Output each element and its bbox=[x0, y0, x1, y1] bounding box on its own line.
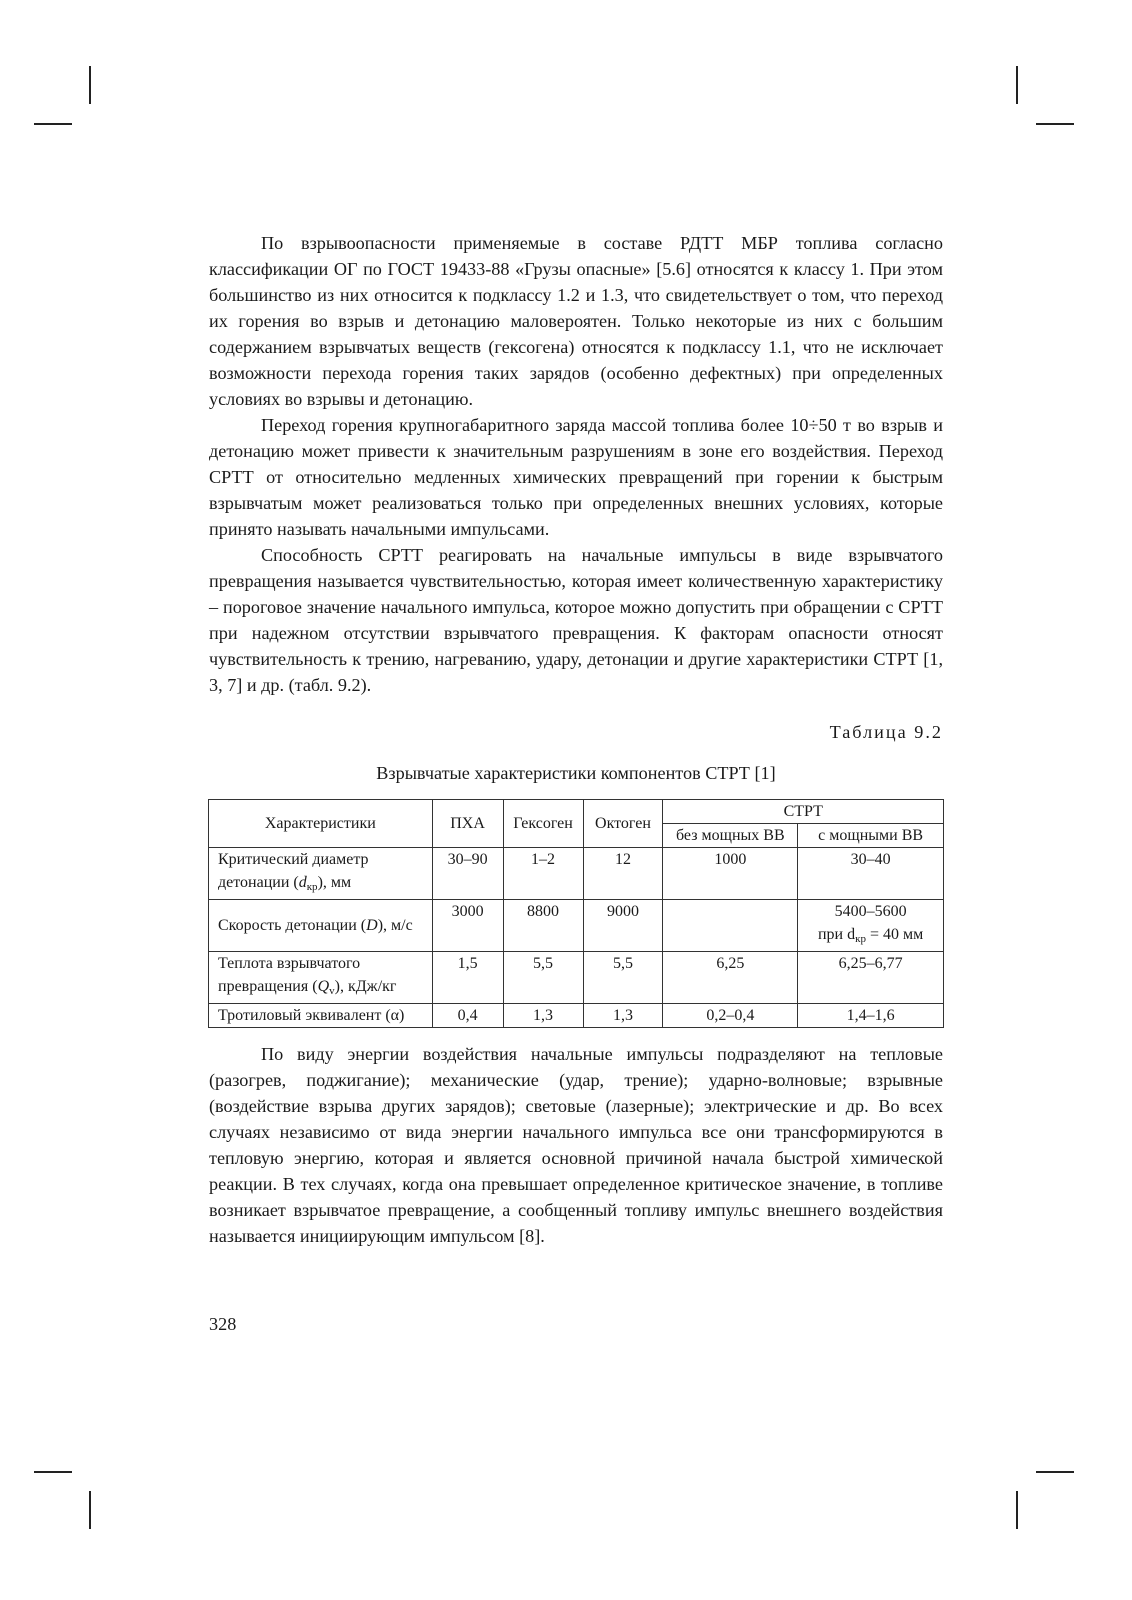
cell-strt-with: 6,25–6,77 bbox=[798, 952, 944, 1004]
subscript: v bbox=[329, 985, 335, 997]
cell-octogen: 9000 bbox=[583, 900, 663, 952]
cell-hexogen: 5,5 bbox=[503, 952, 583, 1004]
cell-strt-with: 30–40 bbox=[798, 848, 944, 900]
label-line: превращения ( bbox=[218, 978, 318, 995]
table-row bbox=[209, 848, 944, 900]
paragraph-explosion-hazard: По взрывоопасности применяемые в составе РДТТ МБР топлива согласно классификации ОГ по ГОСТ 19433-88 «Грузы опасные» [5.6] относятся к классу 1. При этом большинство из них относится к подклассу 1.2 и 1.3, что свидетельствует о том, что переход их горения во взрыв и детонацию маловероятен. Только некоторые из них с большим содержанием взрывчатых веществ (гексогена) относятся к подклассу 1.1, что не исключает возможности перехода горения таких зарядов (особенно дефектных) при определенных условиях во взрывы и детонацию. bbox=[209, 233, 943, 409]
row-label-critical-diameter bbox=[209, 848, 433, 900]
crop-mark-top-left-vertical bbox=[89, 66, 91, 104]
header-strt-with: с мощными ВВ bbox=[798, 824, 944, 848]
header-octogen: Октоген bbox=[583, 800, 663, 848]
crop-mark-top-right-horizontal bbox=[1036, 123, 1074, 125]
label-line: ), кДж/кг bbox=[334, 978, 397, 995]
crop-mark-top-left-horizontal bbox=[34, 123, 72, 125]
cell-strt-without: 6,25 bbox=[663, 952, 798, 1004]
cell-pha: 1,5 bbox=[432, 952, 503, 1004]
crop-mark-bottom-left-vertical bbox=[89, 1491, 91, 1529]
body-text-top bbox=[209, 230, 943, 698]
table-row bbox=[209, 900, 944, 952]
cell-value: 5400–5600 bbox=[834, 903, 907, 920]
cell-pha: 30–90 bbox=[432, 848, 503, 900]
table-title: Взрывчатые характеристики компонентов СТРТ [1] bbox=[376, 763, 776, 783]
cell-note: = 40 мм bbox=[865, 926, 924, 943]
subscript: кр bbox=[855, 933, 866, 945]
symbol: d bbox=[298, 874, 307, 891]
label-line: Критический диаметр bbox=[218, 851, 369, 868]
label-line: Теплота взрывчатого bbox=[218, 955, 361, 972]
cell-note: при d bbox=[817, 926, 856, 943]
label-line: ), мм bbox=[317, 874, 352, 891]
subscript: кр bbox=[306, 881, 318, 893]
header-strt: СТРТ bbox=[663, 800, 944, 824]
cell-pha: 0,4 bbox=[432, 1004, 503, 1028]
label-line: ), м/с bbox=[377, 917, 413, 934]
body-text-bottom bbox=[209, 1041, 943, 1249]
paragraph-initial-impulses: По виду энергии воздействия начальные импульсы подразделяют на тепловые (разогрев, поджигание); механические (удар, трение); ударно-волновые; взрывные (воздействие взрыва других зарядов); световые (лазерные); электрические и др. Во всех случаях независимо от вида энергии начального импульса все они трансформируются в тепловую энергию, которая и является основной причиной начала быстрой химической реакции. В тех случаях, когда она превышает определенное критическое значение, в топливе возникает взрывчатое превращение, а сообщенный топливу импульс внешнего воздействия называется инициирующим импульсом [8]. bbox=[209, 1044, 943, 1246]
cell-pha: 3000 bbox=[432, 900, 503, 952]
row-label-heat-of-explosion bbox=[209, 952, 433, 1004]
cell-strt-without bbox=[663, 900, 798, 952]
header-characteristics: Характеристики bbox=[209, 800, 433, 848]
crop-mark-bottom-right-horizontal bbox=[1036, 1471, 1074, 1473]
header-strt-without: без мощных ВВ bbox=[663, 824, 798, 848]
crop-mark-top-right-vertical bbox=[1016, 66, 1018, 104]
table-row bbox=[209, 1004, 944, 1028]
label-line: детонации ( bbox=[218, 874, 299, 891]
table-row bbox=[209, 952, 944, 1004]
cell-hexogen: 8800 bbox=[503, 900, 583, 952]
row-label-detonation-velocity bbox=[209, 900, 433, 952]
cell-octogen: 1,3 bbox=[583, 1004, 663, 1028]
crop-mark-bottom-right-vertical bbox=[1016, 1491, 1018, 1529]
header-hexogen: Гексоген bbox=[503, 800, 583, 848]
paragraph-combustion-transition: Переход горения крупногабаритного заряда массой топлива более 10÷50 т во взрыв и детонацию может привести к значительным разрушениям в зоне его воздействия. Переход СРТТ от относительно медленных химических превращений при горении к быстрым взрывчатым может реализоваться только при определенных внешних условиях, которые принято называть начальными импульсами. bbox=[209, 415, 943, 539]
cell-strt-with: 1,4–1,6 bbox=[798, 1004, 944, 1028]
row-label-tnt-equivalent: Тротиловый эквивалент (α) bbox=[209, 1004, 433, 1028]
table-header-row-1 bbox=[209, 800, 944, 824]
crop-mark-bottom-left-horizontal bbox=[34, 1471, 72, 1473]
cell-hexogen: 1–2 bbox=[503, 848, 583, 900]
table-number: Таблица 9.2 bbox=[829, 722, 943, 742]
cell-hexogen: 1,3 bbox=[503, 1004, 583, 1028]
cell-octogen: 5,5 bbox=[583, 952, 663, 1004]
explosive-characteristics-table bbox=[208, 799, 944, 1028]
paragraph-sensitivity: Способность СРТТ реагировать на начальные импульсы в виде взрывчатого превращения называется чувствительностью, которая имеет количественную характеристику – пороговое значение начального импульса, которое можно допустить при обращении с СРТТ при надежном отсутствии взрывчатого превращения. К факторам опасности относят чувствительность к трению, нагреванию, удару, детонации и другие характеристики СТРТ [1, 3, 7] и др. (табл. 9.2). bbox=[209, 545, 943, 695]
label-line: Скорость детонации ( bbox=[218, 917, 367, 934]
cell-octogen: 12 bbox=[583, 848, 663, 900]
cell-strt-without: 0,2–0,4 bbox=[663, 1004, 798, 1028]
symbol: Q bbox=[317, 978, 330, 995]
page-number: 328 bbox=[209, 1314, 237, 1334]
symbol: D bbox=[366, 917, 378, 934]
cell-strt-without: 1000 bbox=[663, 848, 798, 900]
cell-strt-with bbox=[798, 900, 944, 952]
header-pha: ПХА bbox=[432, 800, 503, 848]
